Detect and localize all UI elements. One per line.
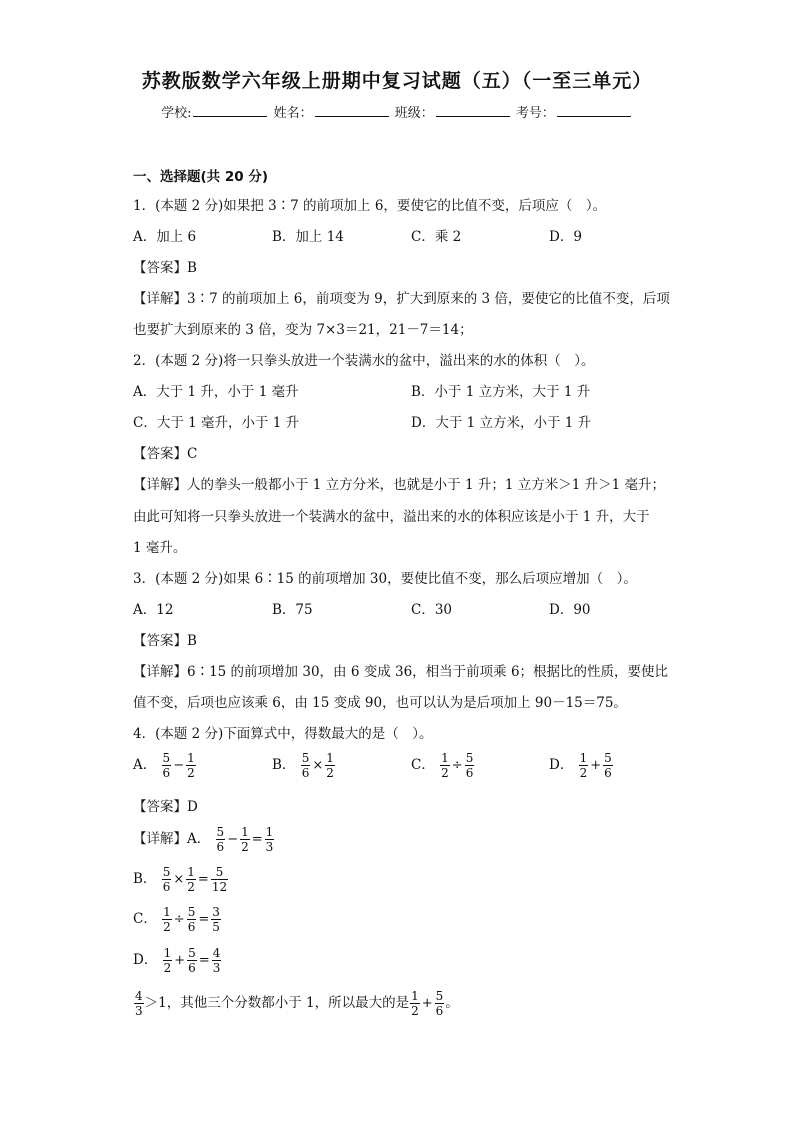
fraction: $\frac{5}{6}$ [301, 751, 310, 780]
q2-option-c: C．大于 1 毫升，小于 1 升 [133, 415, 300, 431]
name-blank [315, 104, 389, 117]
option-letter: A． [133, 757, 157, 773]
detail-label: B． [133, 871, 157, 887]
q4-option-d [549, 752, 614, 779]
student-info-line [0, 102, 794, 121]
fraction: $\frac{1}{3}$ [265, 825, 274, 854]
q4-detail-line [133, 906, 222, 933]
conclusion-end: 。 [445, 995, 459, 1011]
fraction: $\frac{5}{12}$ [211, 865, 228, 894]
fraction: $\frac{1}{2}$ [326, 751, 334, 780]
fraction: $\frac{5}{6}$ [604, 751, 612, 780]
equals-sign: = [198, 912, 210, 927]
operator: × [312, 758, 324, 773]
detail-label: C． [133, 911, 157, 927]
fraction: $\frac{1}{2}$ [163, 946, 172, 975]
q3-detail-line: 值不变，后项也应该乘 6，由 15 变成 90，也可以认为是后项加上 90－15＝75。 [133, 695, 627, 711]
class-blank [436, 104, 510, 117]
equals-sign: = [197, 872, 209, 887]
equals-sign: = [198, 953, 210, 968]
q3-stem: 3．(本题 2 分)如果 6∶15 的前项增加 30，要使比值不变，那么后项应增加（ ）。 [133, 571, 637, 587]
operator: ÷ [173, 912, 185, 927]
q1-option-c: C．乘 2 [411, 229, 462, 245]
q1-stem: 1．(本题 2 分)如果把 3∶7 的前项加上 6，要使它的比值不变，后项应（ ）。 [133, 198, 607, 214]
fraction: $\frac{1}{2}$ [241, 825, 249, 854]
q2-detail-line: 【详解】人的拳头一般都小于 1 立方分米，也就是小于 1 升；1 立方米＞1 升＞1 毫升； [133, 477, 665, 493]
operator: − [227, 832, 239, 847]
fraction: $\frac{3}{5}$ [212, 905, 220, 934]
q2-option-a: A．大于 1 升，小于 1 毫升 [133, 384, 299, 400]
q4-conclusion [133, 990, 459, 1017]
q2-option-b: B．小于 1 立方米，大于 1 升 [411, 384, 591, 400]
q2-option-d: D．大于 1 立方米，小于 1 升 [411, 415, 592, 431]
option-letter: C． [411, 757, 435, 773]
fraction: $\frac{1}{2}$ [187, 865, 195, 894]
fraction: $\frac{1}{2}$ [579, 751, 588, 780]
q4-detail-line [133, 947, 222, 974]
q3-option-d: D．90 [549, 602, 591, 618]
detail-label: 【详解】A． [133, 831, 211, 847]
q4-option-b [272, 752, 336, 779]
exam-number-blank [557, 104, 631, 117]
fraction: $\frac{1}{2}$ [441, 751, 449, 780]
q4-option-c [411, 752, 475, 779]
exam-number-label: 考号： [515, 106, 555, 121]
equals-sign: = [251, 832, 263, 847]
conclusion-text: ＞1，其他三个分数都小于 1，所以最大的是 [144, 995, 410, 1011]
operator: − [173, 758, 185, 773]
fraction: $\frac{5}{6}$ [162, 751, 171, 780]
class-label: 班级： [394, 106, 434, 121]
operator: + [174, 953, 186, 968]
operator: × [173, 872, 185, 887]
q4-stem: 4．(本题 2 分)下面算式中，得数最大的是（ ）。 [133, 726, 433, 742]
fraction: $\frac{1}{2}$ [411, 989, 419, 1018]
fraction: $\frac{5}{6}$ [435, 989, 444, 1018]
q1-answer: 【答案】B [133, 260, 197, 276]
q4-option-a [133, 752, 197, 779]
page-title: 苏教版数学六年级上册期中复习试题（五）（一至三单元） [141, 70, 653, 92]
operator: + [590, 758, 602, 773]
detail-label: D． [133, 952, 158, 968]
section-heading: 一、选择题(共 20 分) [133, 169, 269, 185]
operator: + [421, 996, 433, 1011]
fraction: $\frac{5}{6}$ [162, 865, 171, 894]
q3-option-b: B．75 [272, 602, 313, 618]
fraction: $\frac{1}{2}$ [163, 905, 171, 934]
fraction: $\frac{4}{3}$ [212, 946, 221, 975]
q1-detail-line: 也要扩大到原来的 3 倍，变为 7×3＝21，21－7＝14； [133, 322, 473, 338]
q4-answer: 【答案】D [133, 799, 198, 815]
name-label: 姓名： [273, 106, 313, 121]
option-letter: D． [549, 757, 574, 773]
q3-detail-line: 【详解】6∶15 的前项增加 30，由 6 变成 36，相当于前项乘 6；根据比的性质，要使比 [133, 664, 669, 680]
q2-detail-line: 由此可知将一只拳头放进一个装满水的盆中，溢出来的水的体积应该是小于 1 升，大于 [133, 509, 650, 525]
fraction: $\frac{5}{6}$ [465, 751, 474, 780]
option-letter: B． [272, 757, 296, 773]
school-label: 学校: [161, 106, 192, 121]
fraction: $\frac{4}{3}$ [135, 989, 143, 1018]
q2-answer: 【答案】C [133, 446, 198, 462]
q4-detail-line [133, 866, 229, 893]
q1-option-a: A．加上 6 [133, 229, 197, 245]
fraction: $\frac{5}{6}$ [187, 905, 196, 934]
school-blank [193, 104, 267, 117]
q3-option-a: A．12 [133, 602, 174, 618]
q1-option-b: B．加上 14 [272, 229, 344, 245]
fraction: $\frac{1}{2}$ [187, 751, 195, 780]
q2-stem: 2．(本题 2 分)将一只拳头放进一个装满水的盆中，溢出来的水的体积（ ）。 [133, 353, 595, 369]
q4-detail-line [133, 826, 275, 853]
q3-option-c: C．30 [411, 602, 453, 618]
q3-answer: 【答案】B [133, 633, 197, 649]
fraction: $\frac{5}{6}$ [216, 825, 225, 854]
q1-detail-line: 【详解】3∶7 的前项加上 6，前项变为 9，扩大到原来的 3 倍，要使它的比值不变，后项 [133, 291, 670, 307]
q2-detail-line: 1 毫升。 [133, 540, 187, 556]
fraction: $\frac{5}{6}$ [188, 946, 196, 975]
q1-option-d: D．9 [549, 229, 582, 245]
operator: ÷ [451, 758, 463, 773]
